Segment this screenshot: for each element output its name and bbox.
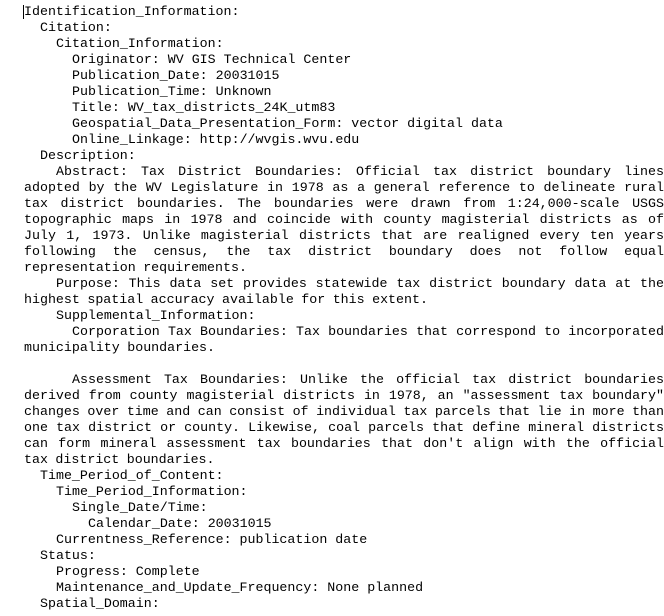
- title-field: Title: WV_tax_districts_24K_utm83: [72, 100, 336, 115]
- citation-heading: Citation:: [40, 20, 112, 35]
- maintenance-field: Maintenance_and_Update_Frequency: None planned: [56, 580, 424, 595]
- description-heading: Description:: [40, 148, 136, 163]
- citation-information-heading: Citation_Information:: [56, 36, 224, 51]
- supplemental-information-heading: Supplemental_Information:: [56, 308, 256, 323]
- progress-field: Progress: Complete: [56, 564, 200, 579]
- spatial-domain-heading: Spatial_Domain:: [40, 596, 160, 611]
- originator-field: Originator: WV GIS Technical Center: [72, 52, 352, 67]
- publication-time-field: Publication_Time: Unknown: [72, 84, 272, 99]
- corporation-paragraph: Corporation Tax Boundaries: Tax boundaries that correspond to incorporated municipality boundaries.: [24, 324, 664, 355]
- identification-information-heading: Identification_Information:: [24, 4, 240, 19]
- currentness-reference-field: Currentness_Reference: publication date: [56, 532, 368, 547]
- online-linkage-field: Online_Linkage: http://wvgis.wvu.edu: [72, 132, 360, 147]
- assessment-paragraph: Assessment Tax Boundaries: Unlike the official tax district boundaries derived from county magisterial districts in 1978, an "assessment tax boundary" changes over time and can consist of individual tax parcels that lie in more than one tax district or county. Likewise, coal parcels that define mineral districts can form mineral assessment tax boundaries that don't align with the official tax district boundaries.: [24, 372, 664, 467]
- abstract-paragraph: Abstract: Tax District Boundaries: Official tax district boundary lines adopted by the WV Legislature in 1978 as a general reference to delineate rural tax district boundaries. The boundaries were drawn from 1:24,000-scale USGS topographic maps in 1978 and coincide with county magisterial districts as of July 1, 1973. Unlike magisterial districts that are realigned every ten years following the census, the tax district boundary does not follow equal representation requirements.: [24, 164, 664, 275]
- calendar-date-field: Calendar_Date: 20031015: [88, 516, 272, 531]
- geospatial-form-field: Geospatial_Data_Presentation_Form: vector digital data: [72, 116, 503, 131]
- blank-line: [24, 356, 664, 372]
- metadata-document: [24, 4, 664, 612]
- publication-date-field: Publication_Date: 20031015: [72, 68, 280, 83]
- status-heading: Status:: [40, 548, 96, 563]
- time-period-of-content-heading: Time_Period_of_Content:: [40, 468, 224, 483]
- purpose-paragraph: Purpose: This data set provides statewide tax district boundary data at the highest spatial accuracy available for this extent.: [24, 276, 664, 307]
- time-period-information-heading: Time_Period_Information:: [56, 484, 248, 499]
- single-date-time-heading: Single_Date/Time:: [72, 500, 208, 515]
